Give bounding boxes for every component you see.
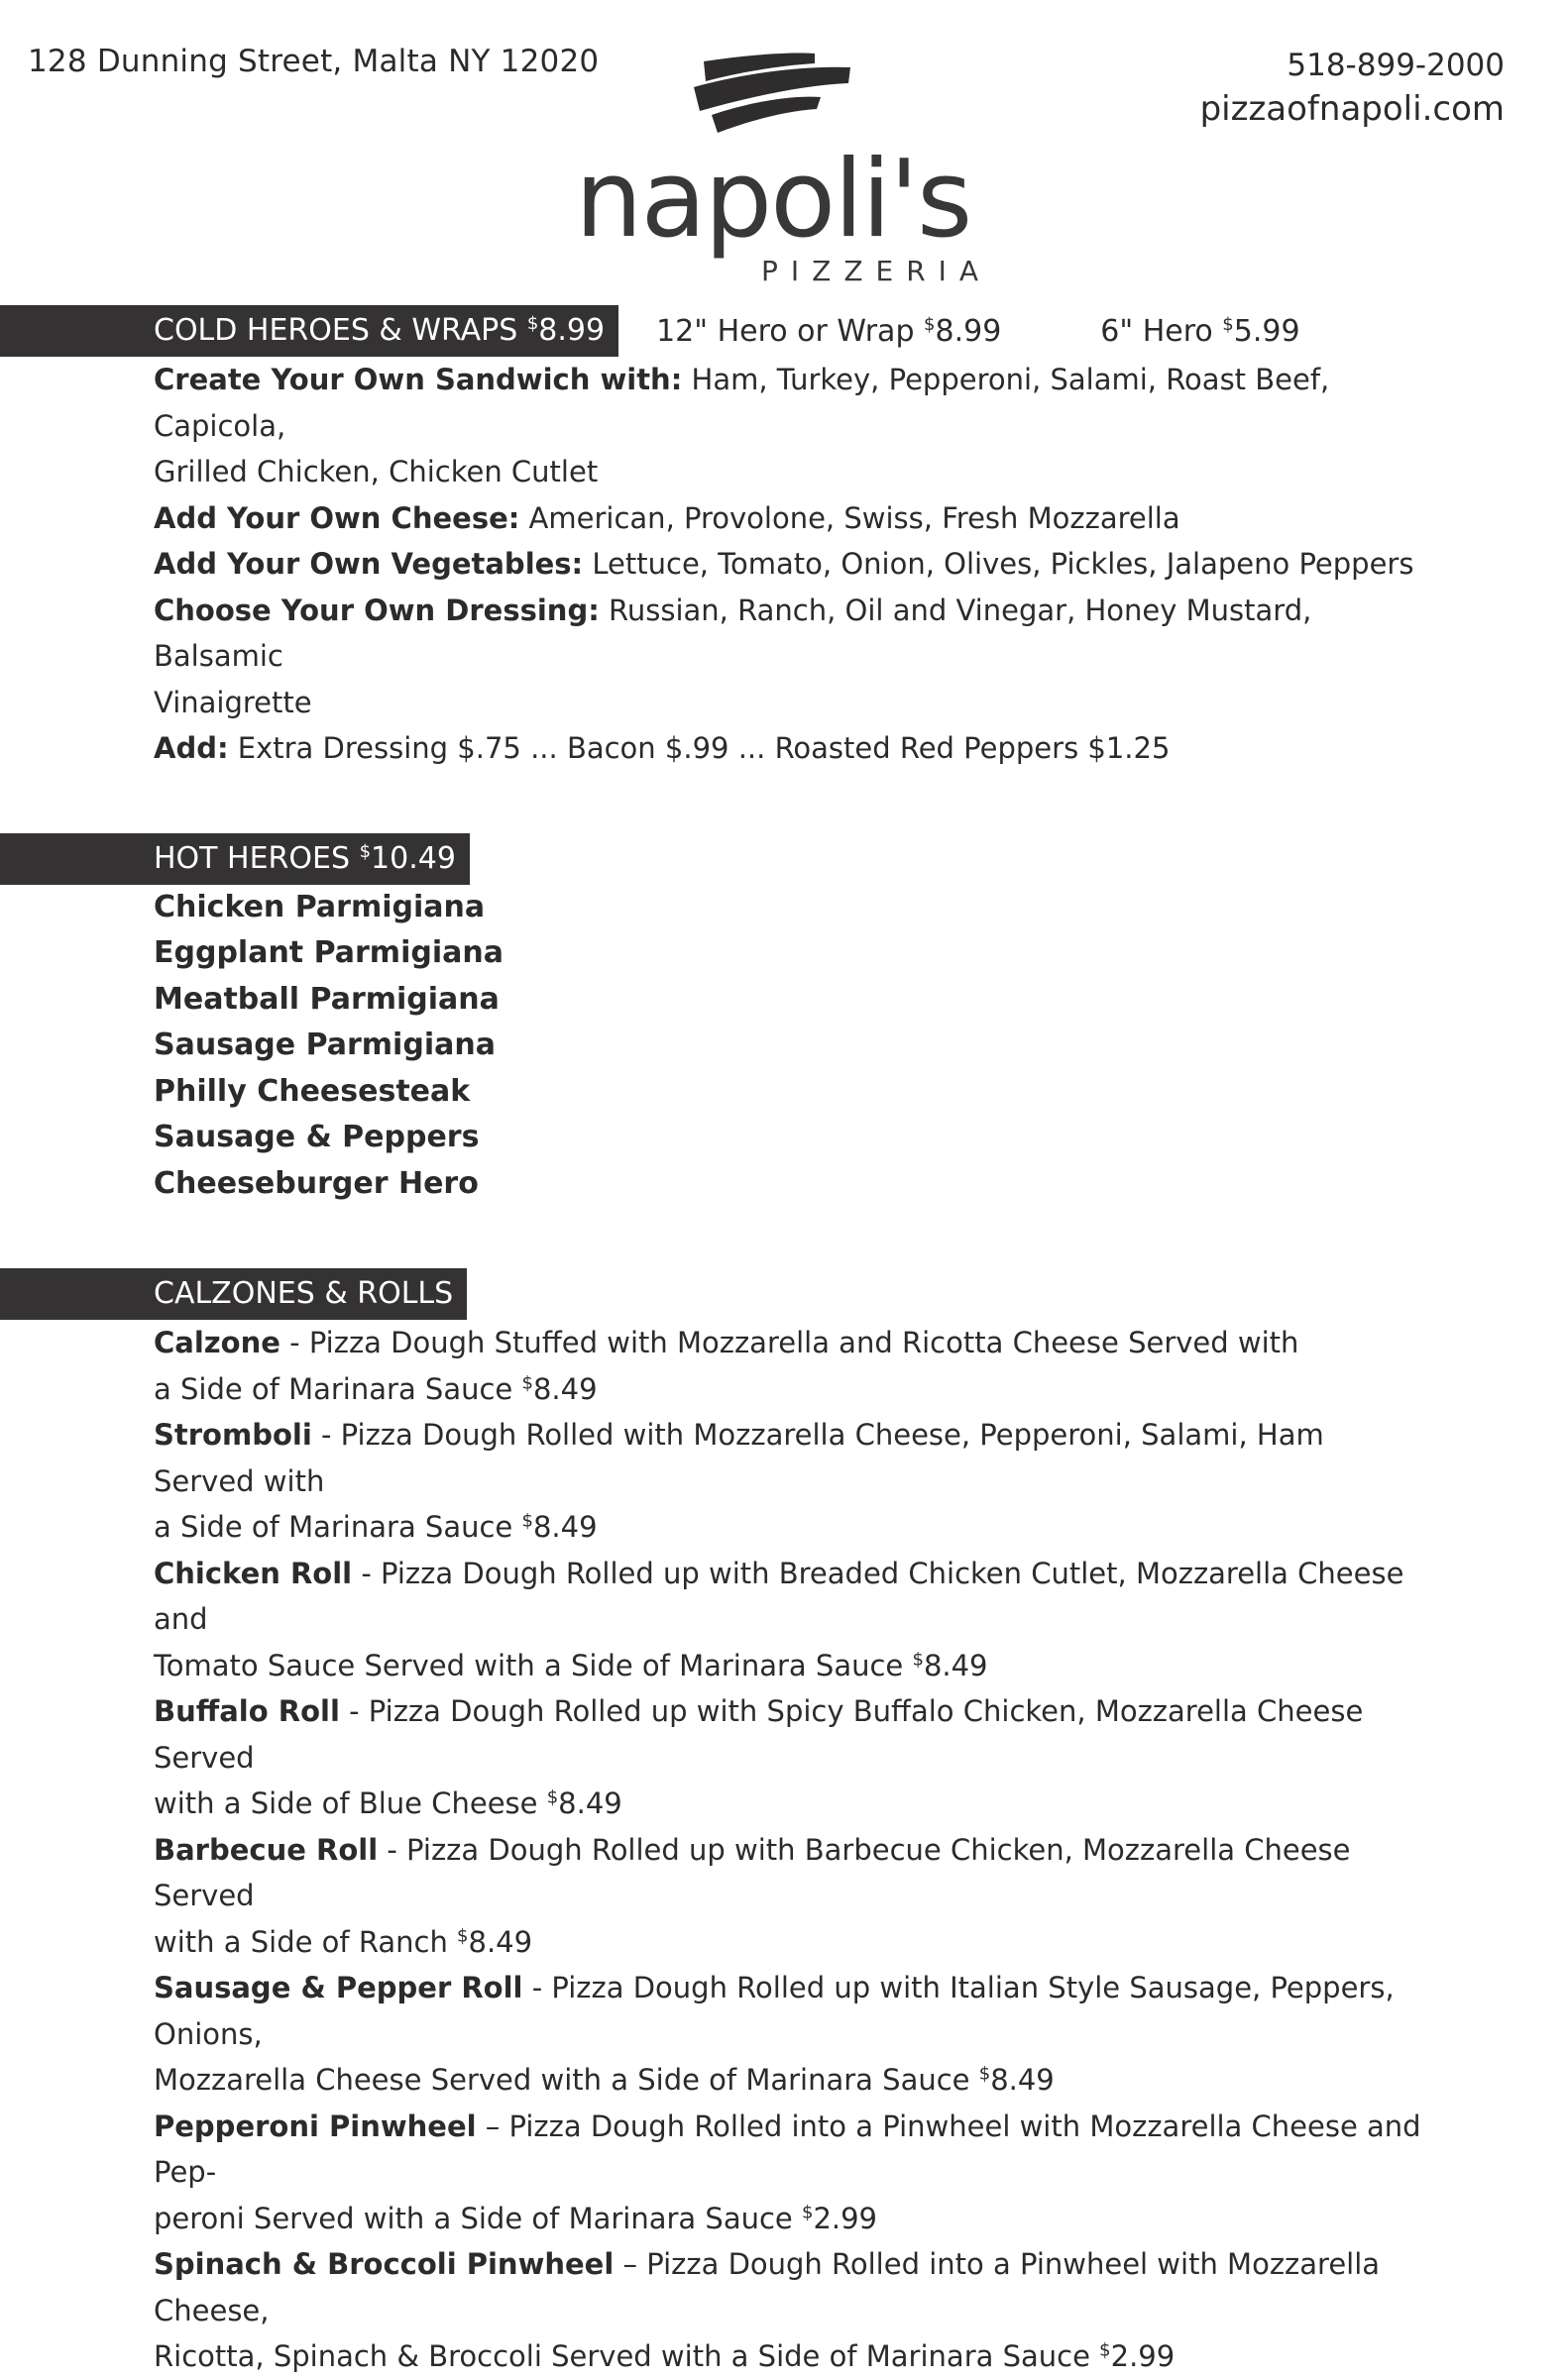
logo-wordmark: napoli's <box>575 138 971 262</box>
menu-item-line <box>154 1412 1422 1504</box>
hero-6-option <box>1100 314 1299 349</box>
menu-item-line <box>154 1320 1422 1366</box>
price-currency: $ <box>912 1648 924 1670</box>
cold-heroes-header <box>0 305 1568 357</box>
hot-heroes-price: 10.49 <box>371 840 456 876</box>
menu-item: Cheeseburger Hero <box>154 1165 479 1201</box>
menu-item-line <box>154 1643 1422 1689</box>
detail-text: Russian, Ranch, Oil and Vinegar, Honey Mustard, Balsamic <box>154 593 1312 673</box>
detail-text: American, Provolone, Swiss, Fresh Mozzarella <box>519 500 1180 535</box>
price-currency: $ <box>924 313 936 335</box>
calzones-title: CALZONES & ROLLS <box>154 1276 454 1311</box>
price-currency: $ <box>1222 313 1234 335</box>
price-currency: $ <box>457 1924 469 1946</box>
item-description: Tomato Sauce Served with a Side of Marinara Sauce <box>154 1648 913 1682</box>
detail-label: Add: <box>154 731 229 765</box>
cold-heroes-price: 8.99 <box>538 313 606 348</box>
hero-or-wrap-12-option <box>656 314 1001 349</box>
item-name: Chicken Roll <box>154 1556 353 1590</box>
menu-item-line <box>154 1781 1422 1827</box>
item-price: 2.99 <box>813 2201 878 2235</box>
item-name: Stromboli <box>154 1418 312 1452</box>
menu-item-line <box>154 1965 1422 2057</box>
item-description: – Pizza Dough Rolled into a Pinwheel with Mozzarella Cheese, <box>154 2247 1381 2327</box>
menu-item-line <box>154 2104 1422 2196</box>
detail-line <box>154 680 1422 726</box>
menu-item-line <box>154 1504 1422 1551</box>
item-price: 8.49 <box>923 1648 988 1682</box>
price-currency: $ <box>546 1786 559 1808</box>
hot-heroes-header <box>0 833 1568 885</box>
menu-content <box>0 305 1568 2380</box>
price-currency: $ <box>359 840 372 862</box>
item-description: - Pizza Dough Rolled up with Barbecue Chicken, Mozzarella Cheese Served <box>154 1832 1351 1912</box>
hot-heroes-list <box>154 885 1422 1208</box>
hot-heroes-title: HOT HEROES <box>154 840 351 876</box>
menu-item: Chicken Parmigiana <box>154 889 486 924</box>
item-price: 8.49 <box>990 2063 1055 2097</box>
contact-block <box>1200 44 1505 131</box>
menu-item: Meatball Parmigiana <box>154 981 500 1017</box>
logo-subtitle: PIZZERIA <box>761 255 992 285</box>
item-price: 8.49 <box>532 1371 598 1406</box>
detail-line <box>154 449 1422 495</box>
menu-item-line <box>154 2333 1422 2380</box>
item-name: Spinach & Broccoli Pinwheel <box>154 2247 615 2281</box>
item-description: a Side of Marinara Sauce <box>154 1371 522 1406</box>
item-price: 8.49 <box>558 1786 622 1820</box>
menu-item-line <box>154 2057 1422 2104</box>
item-name: Barbecue Roll <box>154 1832 379 1867</box>
item-name: Buffalo Roll <box>154 1694 340 1728</box>
menu-item-line <box>154 2196 1422 2242</box>
detail-line <box>154 357 1422 449</box>
item-description: - Pizza Dough Rolled up with Spicy Buffalo Chicken, Mozzarella Cheese Served <box>154 1694 1364 1775</box>
menu-item: Sausage & Peppers <box>154 1120 480 1154</box>
item-description: with a Side of Blue Cheese <box>154 1786 547 1820</box>
item-name: Sausage & Pepper Roll <box>154 1971 523 2004</box>
menu-item: Sausage Parmigiana <box>154 1028 496 1062</box>
item-name: Pepperoni Pinwheel <box>154 2109 477 2143</box>
calzones-list <box>154 1320 1422 2380</box>
detail-text: Grilled Chicken, Chicken Cutlet <box>154 455 599 488</box>
item-price: 8.49 <box>532 1510 598 1544</box>
item-description: Ricotta, Spinach & Broccoli Served with a Side of Marinara Sauce <box>154 2339 1100 2373</box>
option-label: 12" Hero or Wrap <box>656 313 915 349</box>
detail-text: Extra Dressing $.75 ... Bacon $.99 ... Roasted Red Peppers $1.25 <box>228 731 1171 765</box>
item-name: Calzone <box>154 1326 280 1359</box>
detail-label: Choose Your Own Dressing: <box>154 593 600 627</box>
detail-label: Create Your Own Sandwich with: <box>154 363 683 396</box>
menu-item: Philly Cheesesteak <box>154 1073 471 1109</box>
item-description: - Pizza Dough Rolled up with Italian Style Sausage, Peppers, Onions, <box>154 1971 1395 2051</box>
hot-heroes-title-bar <box>0 833 470 885</box>
website-link[interactable]: pizzaofnapoli.com <box>1199 89 1505 129</box>
detail-text: Vinaigrette <box>154 685 312 719</box>
phone-number[interactable]: 518-899-2000 <box>1287 48 1505 83</box>
price-currency: $ <box>526 313 539 334</box>
price-currency: $ <box>521 1510 533 1532</box>
item-description: Mozzarella Cheese Served with a Side of Marinara Sauce <box>154 2063 979 2097</box>
option-label: 6" Hero <box>1100 313 1213 349</box>
menu-item-line <box>154 1688 1422 1781</box>
option-price: 5.99 <box>1233 313 1300 349</box>
calzones-header <box>0 1268 1568 1320</box>
item-description: – Pizza Dough Rolled into a Pinwheel with Mozzarella Cheese and Pep- <box>154 2109 1421 2189</box>
item-price: 2.99 <box>1110 2339 1176 2373</box>
item-description: - Pizza Dough Stuffed with Mozzarella and Ricotta Cheese Served with <box>280 1326 1299 1359</box>
menu-item-line <box>154 1827 1422 1919</box>
detail-label: Add Your Own Vegetables: <box>154 547 584 581</box>
cold-heroes-title-bar <box>0 305 618 357</box>
detail-line <box>154 588 1422 680</box>
cold-heroes-title: COLD HEROES & WRAPS <box>154 313 518 348</box>
price-currency: $ <box>521 1371 533 1393</box>
item-description: peroni Served with a Side of Marinara Sauce <box>154 2201 802 2235</box>
menu-item-line <box>154 2241 1422 2333</box>
price-currency: $ <box>1099 2339 1111 2361</box>
item-description: a Side of Marinara Sauce <box>154 1510 522 1544</box>
item-description: with a Side of Ranch <box>154 1924 458 1959</box>
price-currency: $ <box>978 2063 991 2085</box>
brush-stroke-icon <box>694 53 850 133</box>
detail-text: Ham, Turkey, Pepperoni, Salami, Roast Beef, Capicola, <box>154 363 1330 443</box>
menu-item-line <box>154 1551 1422 1643</box>
detail-line <box>154 495 1422 542</box>
detail-line <box>154 725 1422 772</box>
menu-item-line <box>154 1919 1422 1966</box>
detail-line <box>154 541 1422 588</box>
calzones-title-bar <box>0 1268 467 1320</box>
item-price: 8.49 <box>468 1924 533 1959</box>
option-price: 8.99 <box>935 313 1002 349</box>
item-description: - Pizza Dough Rolled up with Breaded Chicken Cutlet, Mozzarella Cheese and <box>154 1556 1404 1636</box>
napolis-pizzeria-logo <box>555 48 1021 285</box>
cold-heroes-details <box>154 357 1422 772</box>
item-description: - Pizza Dough Rolled with Mozzarella Cheese, Pepperoni, Salami, Ham Served with <box>154 1418 1324 1498</box>
address: 128 Dunning Street, Malta NY 12020 <box>28 44 600 79</box>
detail-text: Lettuce, Tomato, Onion, Olives, Pickles, Jalapeno Peppers <box>583 547 1414 581</box>
detail-label: Add Your Own Cheese: <box>154 500 520 535</box>
menu-item-line <box>154 1366 1422 1413</box>
price-currency: $ <box>801 2201 814 2222</box>
menu-item: Eggplant Parmigiana <box>154 935 504 970</box>
